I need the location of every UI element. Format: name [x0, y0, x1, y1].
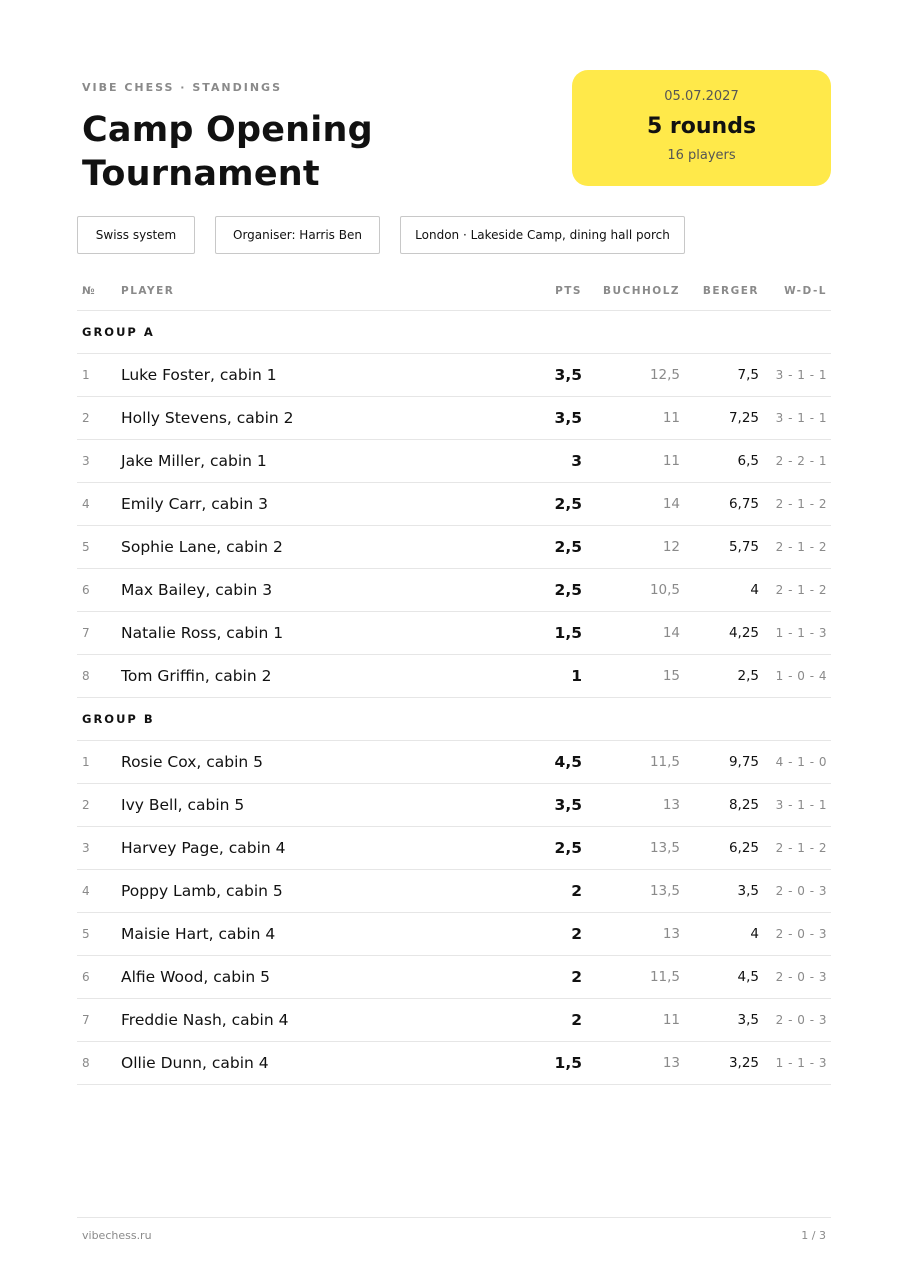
player-berger: 6,75: [728, 496, 759, 512]
player-berger: 3,25: [728, 1055, 759, 1071]
player-berger: 7,25: [728, 410, 759, 426]
player-berger: 9,75: [728, 754, 759, 770]
column-header-points: PTS: [555, 285, 582, 297]
table-row: [77, 354, 831, 397]
player-name: Alfie Wood, cabin 5: [121, 968, 270, 986]
player-wdl: 1 - 1 - 3: [775, 1056, 827, 1070]
player-berger: 4,25: [728, 625, 759, 641]
player-wdl: 2 - 1 - 2: [775, 497, 827, 511]
player-buchholz: 13: [662, 1055, 680, 1071]
player-buchholz: 14: [662, 496, 680, 512]
format-chip: Swiss system: [77, 216, 195, 254]
player-buchholz: 11,5: [649, 969, 680, 985]
player-rank: 4: [82, 497, 90, 511]
table-row: [77, 655, 831, 698]
player-wdl: 2 - 1 - 2: [775, 540, 827, 554]
table-row: [77, 956, 831, 999]
player-rank: 6: [82, 583, 90, 597]
player-buchholz: 11,5: [649, 754, 680, 770]
player-berger: 8,25: [728, 797, 759, 813]
group-label: GROUP A: [82, 325, 155, 339]
player-rank: 4: [82, 884, 90, 898]
tournament-date: 05.07.2027: [664, 89, 739, 104]
table-row: [77, 440, 831, 483]
table-row: [77, 870, 831, 913]
table-row: [77, 612, 831, 655]
player-wdl: 3 - 1 - 1: [775, 798, 827, 812]
player-buchholz: 11: [662, 1012, 680, 1028]
player-points: 3,5: [554, 796, 582, 814]
player-wdl: 2 - 0 - 3: [775, 927, 827, 941]
player-rank: 2: [82, 798, 90, 812]
organiser-chip: Organiser: Harris Ben: [215, 216, 380, 254]
player-points: 4,5: [554, 753, 582, 771]
table-header-row: [77, 272, 831, 311]
player-points: 1,5: [554, 624, 582, 642]
player-points: 1: [571, 667, 582, 685]
tournament-rounds: 5 rounds: [646, 114, 757, 139]
player-berger: 3,5: [737, 1012, 759, 1028]
player-wdl: 2 - 0 - 3: [775, 970, 827, 984]
standings-table: [77, 272, 831, 1085]
player-wdl: 3 - 1 - 1: [775, 368, 827, 382]
player-rank: 2: [82, 411, 90, 425]
table-row: [77, 397, 831, 440]
player-berger: 5,75: [728, 539, 759, 555]
player-name: Jake Miller, cabin 1: [121, 452, 267, 470]
player-wdl: 2 - 2 - 1: [775, 454, 827, 468]
player-buchholz: 10,5: [649, 582, 680, 598]
table-row: [77, 999, 831, 1042]
player-wdl: 2 - 0 - 3: [775, 884, 827, 898]
tournament-info-card: [572, 70, 831, 186]
group-header-row: [77, 311, 831, 354]
player-buchholz: 13,5: [649, 840, 680, 856]
player-rank: 8: [82, 669, 90, 683]
player-name: Ollie Dunn, cabin 4: [121, 1054, 269, 1072]
player-name: Rosie Cox, cabin 5: [121, 753, 264, 771]
player-name: Holly Stevens, cabin 2: [121, 409, 294, 427]
player-wdl: 2 - 1 - 2: [775, 841, 827, 855]
player-rank: 5: [82, 540, 90, 554]
footer-page-number: 1 / 3: [801, 1229, 826, 1242]
player-name: Ivy Bell, cabin 5: [121, 796, 245, 814]
player-name: Maisie Hart, cabin 4: [121, 925, 276, 943]
table-row: [77, 569, 831, 612]
player-buchholz: 13: [662, 926, 680, 942]
player-rank: 5: [82, 927, 90, 941]
player-points: 2: [571, 1011, 582, 1029]
player-rank: 6: [82, 970, 90, 984]
player-buchholz: 15: [662, 668, 680, 684]
player-buchholz: 11: [662, 453, 680, 469]
player-buchholz: 13,5: [649, 883, 680, 899]
player-points: 2,5: [554, 839, 582, 857]
player-rank: 7: [82, 1013, 90, 1027]
tournament-players: 16 players: [667, 148, 736, 163]
player-buchholz: 13: [662, 797, 680, 813]
page-header: [82, 82, 542, 196]
player-berger: 7,5: [737, 367, 759, 383]
group-label: GROUP B: [82, 712, 155, 726]
player-points: 2,5: [554, 581, 582, 599]
player-rank: 3: [82, 841, 90, 855]
player-points: 2: [571, 968, 582, 986]
page-footer: [77, 1217, 831, 1253]
page-title: Camp Opening Tournament: [82, 110, 373, 194]
table-row: [77, 741, 831, 784]
player-points: 1,5: [554, 1054, 582, 1072]
player-buchholz: 11: [662, 410, 680, 426]
player-name: Poppy Lamb, cabin 5: [121, 882, 283, 900]
player-buchholz: 14: [662, 625, 680, 641]
table-row: [77, 784, 831, 827]
player-wdl: 2 - 0 - 3: [775, 1013, 827, 1027]
player-name: Natalie Ross, cabin 1: [121, 624, 284, 642]
player-name: Freddie Nash, cabin 4: [121, 1011, 289, 1029]
player-buchholz: 12: [662, 539, 680, 555]
column-header-buchholz: BUCHHOLZ: [602, 285, 680, 297]
column-header-number: №: [82, 285, 95, 297]
column-header-wdl: W-D-L: [784, 285, 827, 297]
player-name: Sophie Lane, cabin 2: [121, 538, 283, 556]
player-points: 2,5: [554, 538, 582, 556]
player-rank: 7: [82, 626, 90, 640]
table-row: [77, 827, 831, 870]
player-wdl: 3 - 1 - 1: [775, 411, 827, 425]
player-name: Emily Carr, cabin 3: [121, 495, 269, 513]
player-berger: 6,5: [737, 453, 759, 469]
column-header-player: PLAYER: [121, 285, 175, 297]
player-rank: 8: [82, 1056, 90, 1070]
table-row: [77, 1042, 831, 1085]
player-wdl: 4 - 1 - 0: [775, 755, 827, 769]
page-kicker: VIBE CHESS · STANDINGS: [82, 81, 282, 94]
player-wdl: 1 - 1 - 3: [775, 626, 827, 640]
player-berger: 4: [750, 926, 759, 942]
player-points: 2: [571, 925, 582, 943]
player-buchholz: 12,5: [649, 367, 680, 383]
player-name: Tom Griffin, cabin 2: [121, 667, 272, 685]
player-berger: 4,5: [737, 969, 759, 985]
player-name: Harvey Page, cabin 4: [121, 839, 286, 857]
location-chip: London · Lakeside Camp, dining hall porch: [400, 216, 685, 254]
player-rank: 1: [82, 755, 90, 769]
player-berger: 3,5: [737, 883, 759, 899]
player-name: Luke Foster, cabin 1: [121, 366, 277, 384]
table-row: [77, 913, 831, 956]
player-points: 3: [571, 452, 582, 470]
player-berger: 6,25: [728, 840, 759, 856]
player-berger: 2,5: [737, 668, 759, 684]
table-row: [77, 483, 831, 526]
player-name: Max Bailey, cabin 3: [121, 581, 273, 599]
group-header-row: [77, 698, 831, 741]
player-points: 2: [571, 882, 582, 900]
player-wdl: 2 - 1 - 2: [775, 583, 827, 597]
column-header-berger: BERGER: [702, 285, 759, 297]
player-points: 3,5: [554, 366, 582, 384]
player-rank: 3: [82, 454, 90, 468]
table-row: [77, 526, 831, 569]
player-rank: 1: [82, 368, 90, 382]
player-wdl: 1 - 0 - 4: [775, 669, 827, 683]
footer-site: vibechess.ru: [82, 1229, 152, 1242]
player-points: 2,5: [554, 495, 582, 513]
player-points: 3,5: [554, 409, 582, 427]
player-berger: 4: [750, 582, 759, 598]
